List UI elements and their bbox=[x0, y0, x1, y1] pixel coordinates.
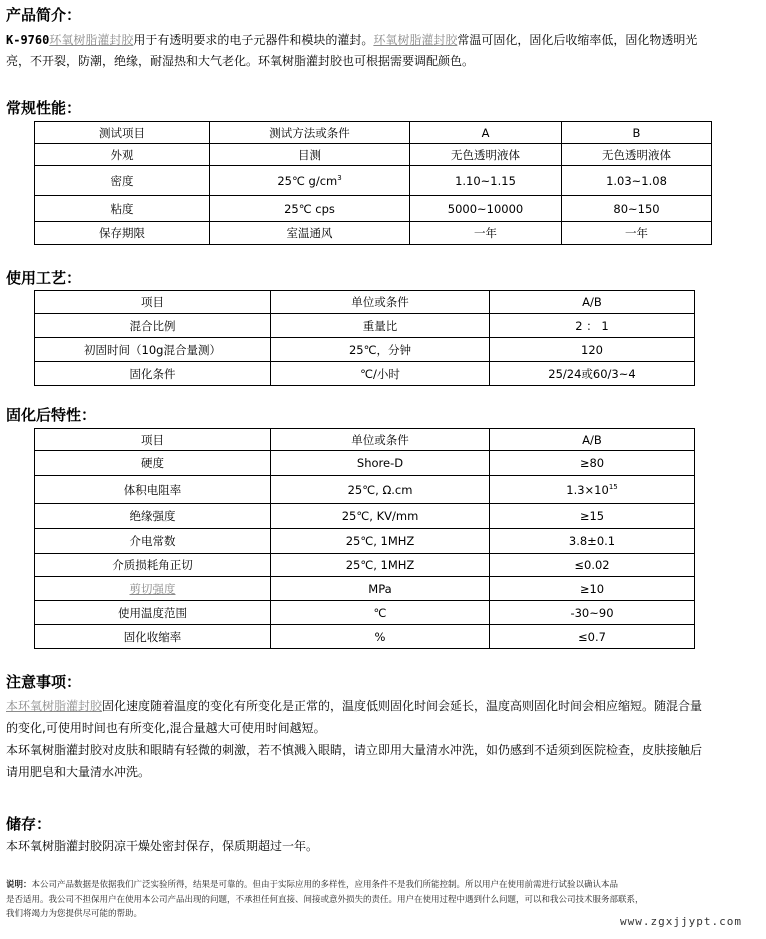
table-row: 介质损耗角正切 25℃, 1MHZ ≤0.02 bbox=[35, 554, 695, 577]
table-header: 测试项目 bbox=[35, 122, 210, 144]
table-header-row bbox=[35, 429, 695, 451]
table-header: 项目 bbox=[35, 429, 271, 451]
table-header: A/B bbox=[490, 429, 695, 451]
table-header: A/B bbox=[490, 291, 695, 314]
table-row: 介电常数 25℃, 1MHZ 3.8±0.1 bbox=[35, 529, 695, 554]
cured-table bbox=[34, 428, 695, 649]
disclaimer: 说明：本公司产品数据是依据我们广泛实验所得，结果是可靠的。但由于实际应用的多样性，应用条件不是我们所能控制。所以用户在使用前需进行试验以确认本品 是否适用。我公司不担保用户在使用本公司产品出现的问题，不承担任何直接、间接或意外损失的责任。用户在使用过程中遇到什么问题，可以和我公司技术服务部联系， 我们将竭力为您提供尽可能的帮助。 bbox=[6, 880, 644, 919]
table-row: 粘度 25℃ cps 5000~10000 80~150 bbox=[35, 196, 712, 222]
notes-paragraph: 本环氧树脂灌封胶固化速度随着温度的变化有所变化是正常的，温度低则固化时间会延长，温度高则固化时间会相应缩短。随混合量 的变化,可使用时间也有所变化,混合量越大可使用时间越短。 本环氧树脂灌封胶对皮肤和眼睛有轻微的刺激，若不慎溅入眼睛，请立即用大量清水冲洗，如仍感到不适须到医院检查，皮肤接触后 请用肥皂和大量清水冲洗。 bbox=[6, 699, 703, 779]
performance-heading: 常规性能： bbox=[6, 99, 82, 117]
table-header: B bbox=[562, 122, 712, 144]
table-row: 体积电阻率 25℃, Ω.cm $1.3\times 10^{15}$ bbox=[35, 476, 695, 504]
intro-heading: 产品简介： bbox=[6, 6, 82, 24]
table-row: 外观 目测 无色透明液体 无色透明液体 bbox=[35, 144, 712, 166]
table-row: 固化条件 ℃/小时 25/24或60/3~4 bbox=[35, 362, 695, 386]
table-header: 测试方法或条件 bbox=[210, 122, 410, 144]
storage-text: 本环氧树脂灌封胶阴凉干燥处密封保存，保质期超过一年。 bbox=[6, 839, 319, 853]
table-row: 绝缘强度 25℃, KV/mm ≥15 bbox=[35, 504, 695, 529]
table-header-row bbox=[35, 291, 695, 314]
cured-heading: 固化后特性： bbox=[6, 406, 97, 424]
notes-heading: 注意事项： bbox=[6, 673, 82, 691]
table-row: 使用温度范围 ℃ -30~90 bbox=[35, 601, 695, 625]
process-table bbox=[34, 290, 695, 386]
process-heading: 使用工艺： bbox=[6, 269, 82, 287]
watermark: www.zgxjjypt.com bbox=[620, 915, 742, 928]
table-row: 密度 25℃ $g/cm^3$ 1.10~1.15 1.03~1.08 bbox=[35, 166, 712, 196]
table-row: 硬度 Shore-D ≥80 bbox=[35, 451, 695, 476]
table-header: A bbox=[410, 122, 562, 144]
intro-paragraph: K-9760环氧树脂灌封胶用于有透明要求的电子元器件和模块的灌封。环氧树脂灌封胶常温可固化，固化后收缩率低，固化物透明光 亮，不开裂，防潮，绝缘，耐湿热和大气老化。环氧树脂灌封胶也可根据需要调配颜色。 bbox=[6, 33, 698, 68]
performance-table bbox=[34, 121, 712, 245]
table-row: 初固时间（10g混合量测） 25℃，分钟 120 bbox=[35, 338, 695, 362]
product-link[interactable]: 环氧树脂灌封胶 bbox=[49, 33, 134, 47]
table-header: 单位或条件 bbox=[271, 291, 490, 314]
storage-heading: 储存： bbox=[6, 815, 52, 833]
table-header-row bbox=[35, 122, 712, 144]
notes-product-link[interactable]: 本环氧树脂灌封胶 bbox=[6, 699, 103, 713]
shear-strength-link[interactable]: 剪切强度 bbox=[129, 581, 176, 596]
table-row: 混合比例 重量比 2 ： 1 bbox=[35, 314, 695, 338]
table-row: 剪切强度 MPa ≥10 bbox=[35, 577, 695, 601]
table-row: 固化收缩率 % ≤0.7 bbox=[35, 625, 695, 649]
product-link-2[interactable]: 环氧树脂灌封胶 bbox=[373, 33, 458, 47]
table-row: 保存期限 室温通风 一年 一年 bbox=[35, 222, 712, 245]
table-header: 单位或条件 bbox=[271, 429, 490, 451]
table-header: 项目 bbox=[35, 291, 271, 314]
product-model: K-9760 bbox=[6, 33, 50, 47]
